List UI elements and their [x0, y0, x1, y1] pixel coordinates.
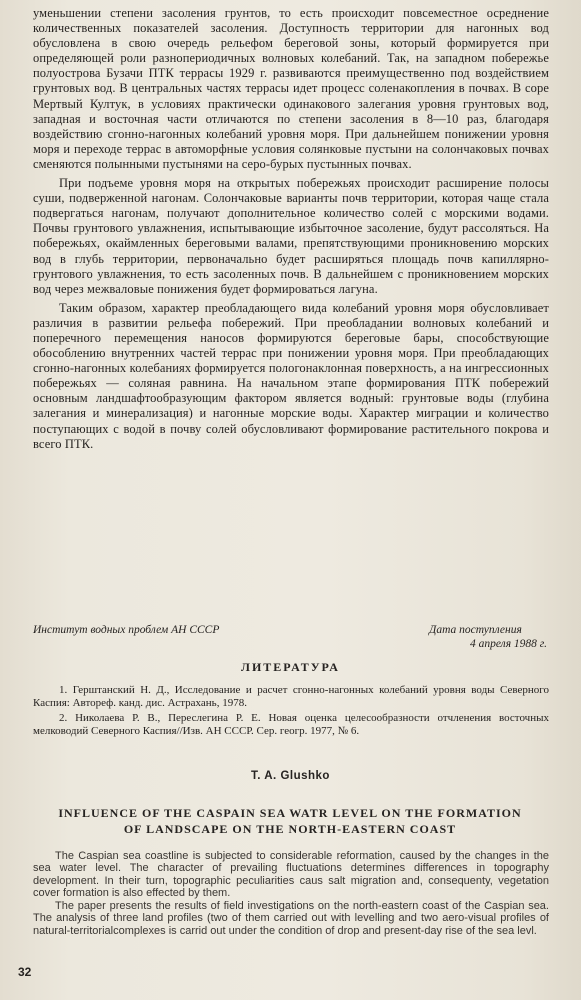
literature-heading: ЛИТЕРАТУРА — [241, 660, 340, 674]
received-label: Дата поступления — [429, 624, 522, 636]
english-title — [40, 805, 540, 837]
reference-item: 2. Николаева Р. В., Переслегина Р. Е. Новая оценка целесообразности отчленения восточных мелководий Северного Каспия//Изв. АН СССР. Сер. геогр. 1977, № 6. — [33, 712, 549, 737]
paragraph: При подъеме уровня моря на открытых побережьях происходит расширение полосы суши, подверженной нагонам. Солончаковые варианты почв территории, которая чаще стала подвергаться нагонам, получают дополнительное количество солей с морскими водами. Почвы грунтового увлажнения, испытывающие избыточное засоление, будут рассоляться. На побережьях, окаймленных береговыми валами, препятствующими проникновению морских вод в глубь территории, первоначально будет расширяться площадь почв капиллярно-грунтового увлажнения, то есть засоленных почв. В дальнейшем с проникновением морских вод через межваловые понижения будет формироваться лагуна. — [33, 176, 549, 296]
paragraph: Таким образом, характер преобладающего вида колебаний уровня моря обусловливает различия в развитии рельефа побережий. При преобладании волновых колебаний и поперечного перемещения наносов формируются береговые бары, способствующие обособлению внутренних частей террас при понижении уровня моря. При преобладающих сгонно-нагонных колебаниях формируется пологонаклонная поверхность, а на ингрессионных побережьях — соляная равнина. На начальном этапе формирования ПТК побережий основным ландшафтообразующим фактором является водный: грунтовые воды (глубина залегания и минерализация) и нагонные морские воды. Характер миграции и количество поступающих с водой в почву солей обусловливают формирование растительного покрова и всего ПТК. — [33, 300, 549, 451]
english-abstract — [33, 850, 549, 938]
reference-list — [33, 684, 549, 740]
page-number: 32 — [18, 965, 32, 979]
abstract-paragraph: The paper presents the results of field investigations on the north-eastern coast of the Caspian sea. The analysis of three land profiles (two of them carried out with levelling and two aero-visual profiles of natural-territorialcomplexes is carrid out under the condition of drop and present-day rise of the sea levl. — [33, 900, 549, 937]
abstract-paragraph: The Caspian sea coastline is subjected to considerable reformation, caused by the changes in the sea water level. The character of prevailing fluctuations determines differences in topography development. In their turn, topographic peculiarities caus salt migration and, consequenty, vegetation cover formation is also effected by them. — [33, 850, 549, 899]
english-title-line: INFLUENCE OF THE CASPAIN SEA WATR LEVEL ON THE FORMATION — [58, 806, 522, 820]
institution-line: Институт водных проблем АН СССР — [33, 624, 220, 636]
received-date — [429, 624, 547, 651]
received-value: 4 апреля 1988 г. — [469, 637, 547, 650]
english-title-line: OF LANDSCAPE ON THE NORTH-EASTERN COAST — [123, 822, 457, 836]
paragraph: уменьшении степени засоления грунтов, то есть происходит повсеместное осреднение количественных показателей засоления. Доступность территории для нагонных вод обусловлена в свою очередь рельефом береговой зоны, который формируется при определяющей роли разнопериодичных волновых колебаний. Так, на западном побережье полуострова Бузачи ПТК террасы 1929 г. развиваются преимущественно под воздействием грунтовых вод. В центральных частях террасы идет процесс соленакопления в почвах. В соре Мертвый Култук, в условиях практически одинакового залегания уровня грунтовых вод, западная и восточная части отличаются по степени засоления в 8—10 раз, благодаря воздействию сгонно-нагонных колебаний уровня моря. При дальнейшем понижении уровня моря и переходе террас в автоморфные условия солянковые пустыни на солончаковых почвах сменяются полынными пустынями на серо-бурых пустынных почвах. — [33, 6, 549, 171]
main-text — [33, 6, 549, 456]
english-author: T. A. Glushko — [251, 770, 330, 782]
reference-item: 1. Герштанский Н. Д., Исследование и расчет сгонно-нагонных колебаний уровня воды Северного Каспия: Автореф. канд. дис. Астрахань, 1978. — [33, 684, 549, 709]
